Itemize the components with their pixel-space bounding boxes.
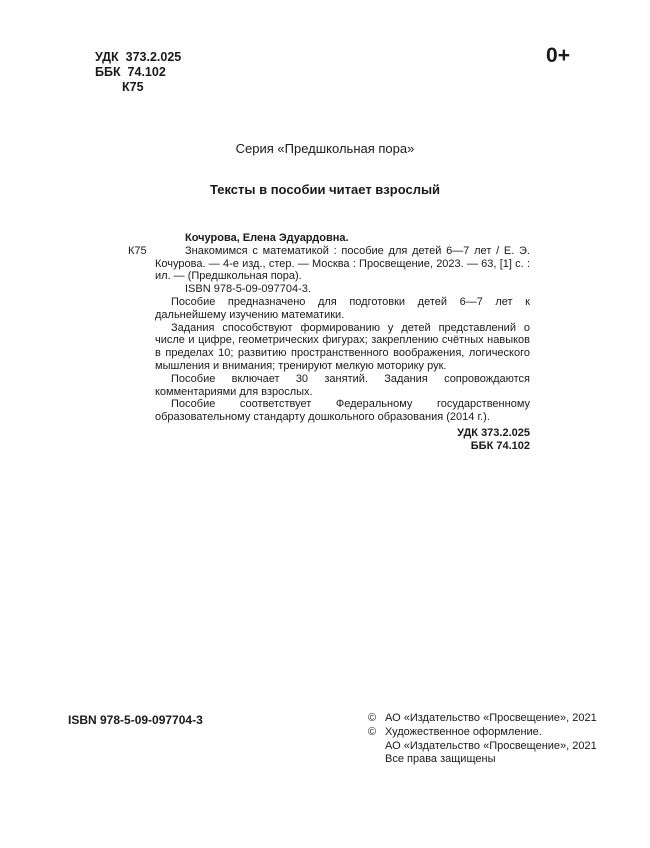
bib-author: Кочурова, Елена Эдуардовна. bbox=[185, 232, 349, 244]
annotation-paragraph: Задания способствуют формированию у детей представлений о числе и цифре, геометрических фигурах; закреплению счётных навыков в пределах 10; развитию пространственного воображения, логического мышления и внимания; тренируют мелкую моторику рук. bbox=[155, 321, 530, 372]
bib-isbn: ISBN 978-5-09-097704-3. bbox=[185, 283, 311, 296]
annotation-paragraph: Пособие предназначено для подготовки детей 6—7 лет к дальнейшему изучению математики. bbox=[155, 295, 530, 321]
copyright-symbol: © bbox=[368, 725, 377, 738]
series-title: Серия «Предшкольная пора» bbox=[235, 141, 415, 156]
bbk-code-right: ББК 74.102 bbox=[470, 440, 530, 453]
bbk-code: ББК 74.102 bbox=[95, 65, 166, 79]
bib-description: Знакомимся с математикой : пособие для детей 6—7 лет / Е. Э. Кочурова. — 4-е изд., стер. — Москва : Просвещение, 2023. — 63, [1] с. : ил. — (Предшкольная пора). bbox=[155, 244, 530, 283]
copyright-line bbox=[368, 740, 597, 754]
copyright-line bbox=[368, 753, 597, 767]
copyright-text: АО «Издательство «Просвещение», 2021 bbox=[385, 712, 597, 724]
age-rating-badge: 0+ bbox=[546, 44, 570, 67]
copyright-block bbox=[368, 712, 597, 767]
author-sign-code: К75 bbox=[122, 80, 144, 94]
bib-description-wrap bbox=[128, 245, 530, 283]
bib-index-code: К75 bbox=[128, 244, 147, 257]
reader-notice: Тексты в пособии читает взрослый bbox=[209, 182, 441, 197]
annotation-paragraph: Пособие соответствует Федеральному государственному образовательному стандарту дошкольного образования (2014 г.). bbox=[155, 398, 530, 424]
classification-index-block bbox=[95, 50, 181, 95]
copyright-symbol: © bbox=[368, 712, 377, 724]
copyright-symbol bbox=[368, 740, 385, 754]
udk-code: УДК 373.2.025 bbox=[95, 50, 182, 64]
udk-code-right: УДК 373.2.025 bbox=[457, 426, 530, 439]
classification-right-block bbox=[128, 427, 530, 454]
copyright-text: АО «Издательство «Просвещение», 2021 bbox=[385, 739, 597, 752]
annotation-paragraph: Пособие включает 30 занятий. Задания сопровождаются комментариями для взрослых. bbox=[155, 372, 530, 398]
copyright-symbol bbox=[368, 753, 385, 767]
copyright-line bbox=[368, 712, 597, 726]
copyright-text: Все права защищены bbox=[385, 753, 496, 766]
copyright-text: Художественное оформление. bbox=[385, 725, 542, 738]
copyright-line bbox=[368, 726, 597, 740]
bibliographic-block bbox=[128, 232, 530, 454]
footer-isbn: ISBN 978-5-09-097704-3 bbox=[68, 713, 203, 727]
